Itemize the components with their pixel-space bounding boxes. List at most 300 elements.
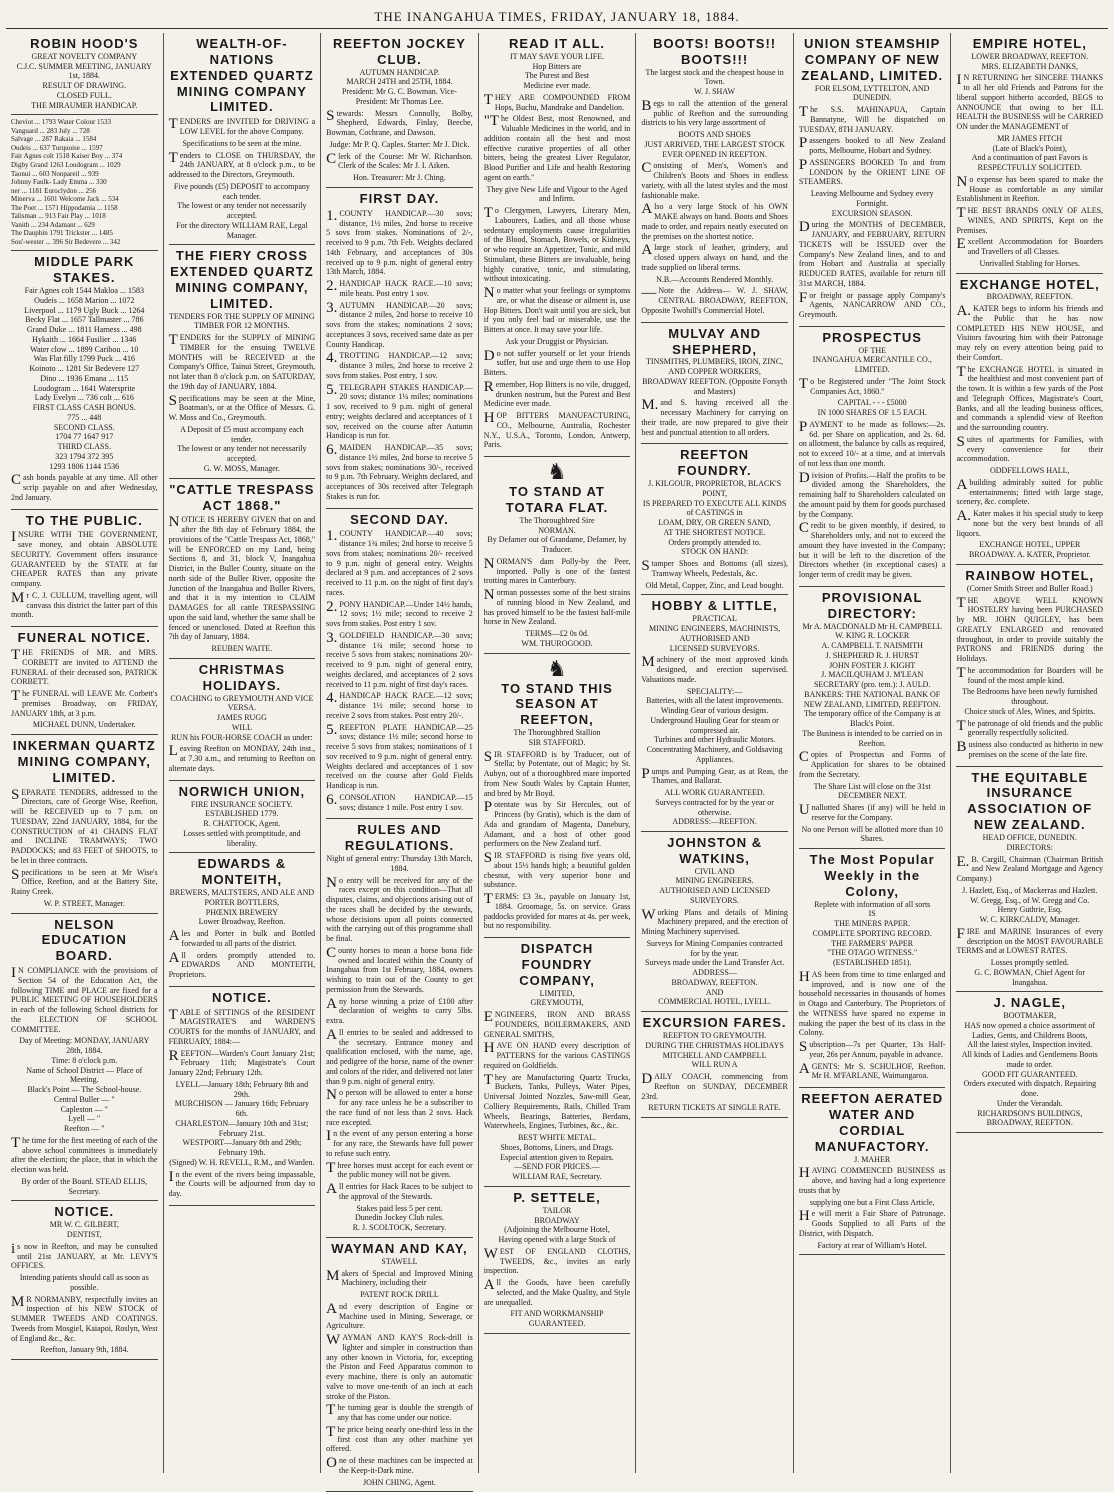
ad-line: A.Kater makes it his special study to keep none but the very best brands of all liquors. xyxy=(956,508,1104,538)
ad-line: JAMES RUGG xyxy=(216,713,267,723)
ad-line: President: Mr G. C. Bowman. Vice-President: Mr Thomas Lee. xyxy=(341,87,457,106)
ad-line: RETURN TICKETS AT SINGLE RATE. xyxy=(648,1103,781,1113)
ad-line: CHARLESTON—January 10th and 31st; February 21st. xyxy=(175,1118,309,1138)
ad-line: AGENTS: Mr S. SCHULHOF, Reefton. Mr H. M'FARLANE, Waimangaroa. xyxy=(798,1060,946,1081)
ad-body xyxy=(326,854,473,1233)
advertisement xyxy=(11,1201,158,1360)
column-1 xyxy=(6,33,164,1473)
ad-line: Surveys made under the Land Transfer Act. xyxy=(644,958,785,968)
ad-line: They give New Life and Vigour to the Aged and Infirm. xyxy=(486,184,628,204)
ad-line: Hon. Treasurer: Mr J. Ching. xyxy=(353,173,446,183)
ad-line: Mr C. J. CULLUM, travelling agent, will canvass this district the latter part of this month. xyxy=(11,589,158,620)
ad-title: EXCURSION FARES. xyxy=(642,1015,787,1031)
ad-body xyxy=(799,1155,946,1251)
advertisement xyxy=(799,327,946,587)
ad-title: REEFTON AERATED WATER AND CORDIAL MANUFACTORY. xyxy=(801,1091,944,1154)
advertisement xyxy=(169,987,316,1206)
ad-line: THE FARMERS' PAPER xyxy=(831,938,914,948)
ad-title: RAINBOW HOTEL, xyxy=(965,567,1095,583)
ad-title: EMPIRE HOTEL, xyxy=(972,36,1087,51)
ad-line: HEAD OFFICE, DUNEDIN. xyxy=(982,833,1077,843)
ad-line: DAILY COACH, commencing from Reefton on SUNDAY, DECEMBER 23rd. xyxy=(641,1071,788,1101)
ad-line: LYELL—January 18th; February 8th and 29th. xyxy=(175,1079,309,1099)
ad-line: WILL RUN A xyxy=(691,1060,738,1070)
ad-line: THIRD CLASS. xyxy=(57,442,111,452)
ad-line: PATENT ROCK DRILL xyxy=(360,1290,439,1300)
ad-line: THE ABOVE WELL KNOWN HOSTELRY having been PURCHASED by MR. JOHN QUIGLEY, has been GREATLY ENLARGED and renovated throughout, in order to provide suitably the PATRONS and FRIENDS during the Holidays. xyxy=(956,594,1104,664)
ad-body xyxy=(799,622,946,845)
ad-line: Tenders to CLOSE on THURSDAY, the 24th JANUARY, at 8 o'clock p.m., to be addressed to the Directors, Greymouth. xyxy=(168,149,316,180)
advertisement xyxy=(641,444,788,595)
ad-body xyxy=(169,888,316,980)
ad-line: Salvage ... 287 Rakaia ... 1584 xyxy=(11,135,97,144)
ad-body xyxy=(956,584,1103,760)
ad-line: DURING THE CHRISTMAS HOLIDAYS xyxy=(645,1040,784,1050)
ad-line: OF THE xyxy=(858,345,886,355)
ad-line: AND xyxy=(705,987,724,997)
ad-title: P. SETTELE, xyxy=(513,1189,601,1205)
ad-line: 2.PONY HANDICAP.—Under 14½ hands, 12 sovs; 1½ mile; second to receive 2 sovs from stakes. Post entry 1 sov. xyxy=(326,598,473,629)
ad-title: PROSPECTUS xyxy=(822,329,922,345)
ad-body xyxy=(484,989,631,1182)
ad-line: AUTHORISED AND LICENSED SURVEYORS. xyxy=(659,886,770,905)
ad-body xyxy=(11,286,158,503)
ad-title: THE EQUITABLE INSURANCE ASSOCIATION OF NEW ZEALAND. xyxy=(967,769,1093,833)
ad-line: Medicine ever made. xyxy=(523,81,591,91)
ad-line: Any horse winning a prize of £100 after declaration of weights to carry 5lbs. extra. xyxy=(326,995,473,1026)
ad-line: —SEND FOR PRICES.— xyxy=(514,1162,600,1172)
ad-line: Unallotted Shares (if any) will be held in reserve for the Company. xyxy=(798,802,946,822)
ad-body xyxy=(11,1220,158,1355)
ad-line: AT THE SHORTEST NOTICE. xyxy=(663,527,766,537)
advertisement xyxy=(11,510,158,628)
ad-line: MITCHELL AND CAMPBELL xyxy=(662,1050,767,1060)
ad-line: IN RETURNING her SINCERE THANKS to all her old Friends and Patrons for the liberal support hitherto accorded, BEGS to ANNOUNCE that owing to her ILL HEALTH the BUSINESS will be CARRIED ON under the MANAGEMENT of xyxy=(956,72,1104,132)
ad-line: Specifications to be seen at the mine. xyxy=(182,138,302,148)
ad-line: Capleston — " xyxy=(60,1104,108,1114)
ad-line: M.and S. having received all the necessary Machinery for carrying on their trade, are now prepared to give their best and punctual attention to all orders. xyxy=(641,397,788,437)
ad-line: BOOTMAKER, xyxy=(1003,1011,1057,1021)
ad-title: JOHNSTON & WATKINS, xyxy=(667,835,763,866)
column-6 xyxy=(794,33,952,1473)
ad-line: 1704 77 1647 917 xyxy=(55,432,114,442)
advertisement xyxy=(11,627,158,735)
ad-title: DISPATCH FOUNDRY COMPANY, xyxy=(519,941,595,988)
ad-title: EDWARDS & MONTEITH, xyxy=(197,856,287,888)
ad-line: By order of the Board. STEAD ELLIS, Secretary. xyxy=(21,1176,148,1196)
ad-line: AUTUMN HANDICAP. xyxy=(359,67,440,77)
ad-line: Concentrating Machinery, and Goldsaving Appliances. xyxy=(646,745,783,764)
ad-line: No person will be allowed to enter a horse for any race unless he be a subscriber to the race fund of not less than 2 sovs. Hack race excepted. xyxy=(326,1087,473,1127)
ad-line: A.KATER begs to inform his friends and the Public that he has now COMPLETED HIS NEW HOUSE, and Visitors favouring him with their Patronage may rely on every attention being paid to their Comfort. xyxy=(956,303,1104,362)
ad-line: Becky Flat ... 1657 Tallmaster ... 786 xyxy=(25,315,144,325)
ad-line: Lower Broadway, Reefton. xyxy=(198,917,286,927)
ad-line: ADDRESS:—REEFTON. xyxy=(672,817,757,827)
ad-line: is now in Reefton, and may be consulted until 21st JANUARY, at Mr. LEVY'S OFFICES. xyxy=(11,1240,158,1271)
ad-line: LOAM, DRY, OR GREEN SAND, xyxy=(658,518,771,528)
ad-line: Judge: Mr P. Q. Caples. Starter: Mr J. Dick. xyxy=(329,139,470,149)
ad-line: No entry will be received for any of the races except on this condition—That all disputes, claims, and objections arising out of the races shall be decided by the stewards, whose decisions upon all points connected with the carrying out of this programme shall be final. xyxy=(326,874,473,944)
masthead: THE INANGAHUA TIMES, FRIDAY, JANUARY 18, 1884. xyxy=(6,6,1108,29)
ad-line: Machinery of the most approved kinds designed, and erection supervised. Valuations made. xyxy=(641,654,788,684)
ad-line: SECOND CLASS. xyxy=(53,422,115,432)
ad-line: Fair Agnes colt 1544 Makloa ... 1583 xyxy=(24,286,144,296)
ad-line: No one Person will be allotted more than 10 Shares. xyxy=(801,824,943,844)
ad-line: Surveys contracted for by the year or otherwise. xyxy=(655,797,774,817)
ad-line: E.B. Cargill, Chairman (Chairman British and New Zealand Mortgage and Agency Company.) xyxy=(956,853,1104,884)
ad-line: CLOSED FULL. xyxy=(56,90,112,100)
ad-line: Credit to be given monthly, if desired, to Shareholders only, and not to exceed the amount they have invested in the Company; but it will be left to the discretion of the Directors whether (in exceptional cases) a longer term of credit may be given. xyxy=(798,520,946,580)
advertisement xyxy=(169,245,316,478)
ad-line: The largest stock and the cheapest house in Town. xyxy=(645,67,784,87)
ad-line: PASSENGERS BOOKED To and from LONDON by the ORIENT LINE OF STEAMERS. xyxy=(798,156,946,187)
ad-line: Replete with information of all sorts xyxy=(814,899,931,909)
ad-line: Henry Guthrie, Esq. xyxy=(997,905,1062,915)
ad-title: THE FIERY CROSS EXTENDED QUARTZ MINING COMPANY, LIMITED. xyxy=(170,248,314,311)
column-2 xyxy=(164,33,322,1473)
ad-line: (Signed) W. H. REVELL, R.M., and Warden. xyxy=(169,1157,315,1167)
ad-line: Makers of Special and Improved Mining Machinery, including their xyxy=(326,1267,473,1288)
ad-line: BANKERS: THE NATIONAL BANK OF NEW ZEALAND, LIMITED, REEFTON. xyxy=(803,689,941,709)
ad-line: Division of Profits.—Half the profits to be divided among the Shareholders, the remaining half to Shareholders calculated on the amount paid by them for goods purchased by the Company. xyxy=(798,469,946,519)
ad-body xyxy=(641,867,788,1008)
advertisement xyxy=(799,587,946,849)
ad-line: JOHN CHING, Agent. xyxy=(363,1477,436,1487)
ad-line: The Dauphin 1791 Trickster ... 1485 xyxy=(11,229,113,238)
ad-line: STOCK ON HAND: xyxy=(681,547,749,557)
ad-line: Reefton — " xyxy=(63,1124,105,1134)
ad-body xyxy=(956,833,1103,987)
ad-line: TENDERS are INVITED for DRIVING a LOW LEVEL for the above Company. xyxy=(168,116,316,137)
ad-body xyxy=(956,292,1103,560)
ad-line: FIRE INSURANCE SOCIETY. xyxy=(190,799,293,809)
columns xyxy=(6,33,1108,1487)
ad-line: Clerk of the Course: Mr W. Richardson. Clerk of the Scales: Mr J. I. Aiken. xyxy=(326,150,473,171)
ad-line: C.J.C. SUMMER MEETING, JANUARY 1st, 1884. xyxy=(16,61,152,81)
ad-line: J. KILGOUR, PROPRIETOR, BLACK'S POINT, xyxy=(648,479,782,498)
advertisement xyxy=(484,938,631,1187)
ad-title: CHRISTMAS HOLIDAYS. xyxy=(198,661,285,693)
ad-line: HAS been from time to time enlarged and improved, and is now one of the household necessaries in thousands of homes in Otago and Canterbury. The Proprietors of the WITNESS have spared no expense in making the paper the best of its class in the Colony. xyxy=(798,968,946,1038)
ad-line: Orders promptly attended to. xyxy=(668,537,761,547)
ad-line: All the latest styles, Inspection invited. xyxy=(967,1040,1093,1050)
ad-line: TENDERS for the SUPPLY of MINING TIMBER for the ensuing TWELVE MONTHS will be RECEIVED at the Company's Office, Tainui Street, Greymouth, not later than 8 o'clock p.m. on SATURDAY, the 19th day of JANUARY, 1884. xyxy=(168,332,316,391)
ad-line: LOWER BROADWAY, REEFTON. xyxy=(971,51,1089,61)
ad-line: Time: 8 o'clock p.m. xyxy=(51,1055,118,1065)
ad-line: Grand Duke ... 1811 Harness ... 498 xyxy=(26,325,142,335)
ad-body xyxy=(484,728,631,931)
ad-line: HAVING COMMENCED BUSINESS as above, and having had a long experience trusts that by xyxy=(798,1165,946,1195)
advertisement xyxy=(169,853,316,986)
ad-line: Working Plans and details of Mining Machinery prepared, and the erection of Mining Machinery supervised. xyxy=(641,906,788,937)
ad-line: The Purest and Best xyxy=(524,71,590,81)
ad-line: Cheviot ... 1793 Water Colour 1533 xyxy=(11,118,112,127)
ad-line: WILL xyxy=(231,722,252,732)
ad-line: Taonui ... 603 Nonpareil ... 939 xyxy=(11,169,99,178)
ad-body xyxy=(169,694,316,774)
ad-line: To be Registered under "The Joint Stock Companies Act, 1860." xyxy=(798,375,946,396)
ad-line: WAYMAN AND KAY'S Rock-drill is lighter and simpler in construction than any other known in Victoria, for, excepting the Piston and Feed Apparatus common to every machine, there is only an automatic valve to move one-tenth of an inch at each stroke of the Piston. xyxy=(326,1332,473,1401)
ad-line: Liverpool ... 1179 Ugly Buck ... 1264 xyxy=(24,305,145,315)
ad-body xyxy=(11,118,158,246)
ad-line: A. CAMPBELL T. NAISMITH xyxy=(821,641,923,651)
ad-body xyxy=(11,52,158,111)
ad-line: 3.GOLDFIELD HANDICAP.—30 sovs; distance 1¾ mile; second horse to receive 5 sovs from stakes; nominations 20/- received to 9 p.m. night of general entry, weights declared, and acceptances of 2 sovs received to 11 p.m. night of first day's races. xyxy=(326,629,473,689)
ad-line: STAWELL xyxy=(381,1256,418,1266)
ad-line: (ESTABLISHED 1851). xyxy=(832,958,912,968)
ad-line: Oudeis ... 637 Turquoise ... 1597 xyxy=(11,143,103,152)
ad-line: IT MAY SAVE YOUR LIFE. xyxy=(509,51,605,61)
ad-line: LIMITED, xyxy=(539,988,575,998)
ad-line: BOOTS AND SHOES xyxy=(678,130,751,140)
ad-line: PRACTICAL xyxy=(692,614,737,624)
ad-title: TO THE PUBLIC. xyxy=(25,512,143,528)
ad-line: Consisting of Men's, Women's and Children's Boots and Shoes in endless variety, with all the latest styles and the most fashionable make. xyxy=(641,160,788,200)
ad-line: 6.CONSOLATION HANDICAP.—15 sovs; distance 1 mile. Post entry 1 sov. xyxy=(326,791,473,812)
ad-line: MR JAMES FITCH xyxy=(997,133,1063,143)
ad-line: Do not suffer yourself or let your friends suffer, but use and urge them to use Hop Bitters. xyxy=(483,347,631,378)
ad-line: For freight or passage apply Company's Agents, NANCARROW AND CO., Greymouth. xyxy=(798,289,946,320)
ad-body xyxy=(11,648,158,730)
advertisement xyxy=(169,479,316,659)
ad-body xyxy=(799,84,946,320)
advertisement xyxy=(11,115,158,251)
ad-line: 6.MAIDEN HANDICAP.—35 sovs; distance 1½ miles, 2nd horse to receive 5 sovs from stakes; nominations 30/-, received to 9 p.m. 7th February. Weights declared, and acceptances of 30s received after Telegraph Stakes is run for. xyxy=(326,442,473,501)
advertisement xyxy=(326,819,473,1237)
ad-line: MR NORMANBY, respectfully invites an inspection of his NEW STOCK of SUMMER TWEEDS AND COATINGS. Tweeds from Mosgiel, Kaiapoi, Roslyn, West of England &c., &c. xyxy=(11,1293,158,1343)
ad-line: MINING ENGINEERS, MACHINISTS, AUTHORISED AND xyxy=(649,624,781,643)
advertisement xyxy=(169,781,316,854)
ad-title: TO STAND AT TOTARA FLAT. xyxy=(505,484,609,515)
ad-line: BEST WHITE METAL. xyxy=(518,1133,596,1143)
ad-line: The time for the first meeting of each of the above school committees is immediately after the election; the place, that in which the election was held. xyxy=(11,1134,158,1175)
ad-line: TINSMITHS, PLUMBERS, IRON, ZINC, AND COPPER WORKERS, xyxy=(646,357,784,377)
ad-line: Also a very large Stock of his OWN MAKE always on hand. Boots and Shoes made to order, and repairs neatly executed on the premises on the shortest notice. xyxy=(641,201,788,241)
ad-line: Winding Gear of various designs. xyxy=(660,706,769,716)
ad-line: TENDERS FOR THE SUPPLY OF MINING TIMBER FOR 12 MONTHS. xyxy=(169,311,315,331)
ad-body xyxy=(641,357,788,437)
ad-line: WESTPORT—January 8th and 29th; February 19th. xyxy=(182,1138,302,1158)
ad-line: Was Flat filly 1799 Puck ... 416 xyxy=(33,354,135,364)
ad-line: The lowest or any tender not necessarily accepted. xyxy=(177,444,307,464)
ad-line: TERMS: £3 3s., payable on January 1st, 1884. Groomage, 5s. on service. Grass paddocks provided for mares at 4s. per week, but no responsibility. xyxy=(483,891,631,931)
ad-line: RICHARDSON'S BUILDINGS, BROADWAY, REEFTON. xyxy=(977,1108,1083,1128)
ad-line: MICHAEL DUNN, Undertaker. xyxy=(32,720,136,730)
ad-line: No matter what your feelings or symptoms are, or what the disease or ailment is, use Hop Bitters. Don't wait until you are sick, but if you only feel bad or miserable, use the Bitters at once. It may save your life. xyxy=(483,285,631,335)
ad-line: Five pounds (£5) DEPOSIT to accompany each tender. xyxy=(173,181,310,201)
ad-body xyxy=(641,1031,788,1113)
ad-line: Ask your Druggist or Physician. xyxy=(505,336,609,346)
ad-title: MIDDLE PARK STAKES. xyxy=(34,254,135,286)
ad-line: Talisman ... 913 Fair Play ... 1018 xyxy=(11,212,106,221)
ad-line: The patronage of old friends and the public generally respectfully solicited. xyxy=(956,717,1104,738)
ad-line: Begs to call the attention of the general public of Reefton and the surrounding districts to his very large assortment of xyxy=(641,97,788,128)
ad-line: To Clergymen, Lawyers, Literary Men, Labourers, Ladies, and all those whose sedentary employments cause irregularities of the Blood, Stomach, Bowels, or Kidneys, or who require an Appetizer, Tonic, and mild Stimulant, these Bitters are invaluable, being highly curative, tonic, and stimulating, without intoxicating. xyxy=(483,205,631,284)
ad-line: Reefton, January 9th, 1884. xyxy=(40,1345,129,1355)
ad-body xyxy=(641,614,788,827)
ad-line: For the directory WILLIAM RAE, Legal Manager. xyxy=(176,220,308,240)
ad-line: Leaving Melbourne and Sydney every Fortnight. xyxy=(810,189,934,208)
advertisement xyxy=(484,33,631,457)
ad-line: The FUNERAL will LEAVE Mr. Corbett's premises Broadway, on FRIDAY, JANUARY 18th, at 3 p.m. xyxy=(11,688,158,718)
ad-line: In the event of the rivers being impassable, the Courts will be adjourned from day to day. xyxy=(168,1168,316,1199)
ad-line: W. J. SHAW xyxy=(694,87,736,97)
ad-line: Stakes paid less 5 per cent. xyxy=(356,1203,443,1213)
ad-line: supplying one but a First Class Article, xyxy=(809,1197,935,1207)
ad-body xyxy=(169,1008,316,1199)
ad-line: Potentate was by Sir Hercules, out of Princess (by Gratis), which is the dam of Ada and grandam of Magenta, Danebury, Adamant, and a host of other good performers on the New Zealand turf. xyxy=(483,799,631,849)
ad-line: G. C. BOWMAN, Chief Agent for Inangahua. xyxy=(974,967,1086,987)
column-7 xyxy=(951,33,1108,1473)
advertisement xyxy=(641,323,788,445)
ad-line: —Note the Address— W. J. SHAW, CENTRAL BROADWAY, REEFTON, Opposite Twohill's Commercial Hotel. xyxy=(641,285,788,315)
ad-line: Minerva ... 1601 Welcome Jack ... 534 xyxy=(11,195,119,204)
ad-line: RESULT OF DRAWING. xyxy=(42,81,127,91)
ad-line: All the Goods, have been carefully selected, and the Make Quality, and Style are unequalled. xyxy=(483,1277,631,1307)
ad-line: REEFTON—Warden's Court January 21st; February 11th; Magistrate's Court January 22nd; February 12th. xyxy=(168,1047,316,1078)
ad-line: 1.COUNTY HANDICAP.—40 sovs; distance 1¾ miles; 2nd horse to receive 5 sovs from stakes; nominations 20/- received to 9 p.m. night of general entry. Weights declared at 9 p.m. and acceptances of 2 sovs received to 11 p.m. on the night of first day's races. xyxy=(326,528,473,597)
ad-line: IS xyxy=(868,909,876,919)
ad-line: CAPITAL - - - £5000 xyxy=(837,398,907,408)
ad-line: LIMITED. xyxy=(854,365,890,375)
ad-line: HOP BITTERS MANUFACTURING, CO., Melbourne, Australia, Rochester N.Y., U.S.A., Toronto, London, Antwerp, Paris. xyxy=(483,410,631,450)
ad-line: Under the Verandah. xyxy=(996,1098,1063,1108)
ad-line: GOOD FIT GUARANTEED. xyxy=(981,1069,1078,1079)
ad-body xyxy=(641,68,788,316)
ad-title: PROVISIONAL DIRECTORY: xyxy=(821,589,923,621)
advertisement xyxy=(169,659,316,781)
ad-title: REEFTON FOUNDRY. xyxy=(677,447,752,479)
ad-line: THE BEST BRANDS ONLY OF ALES, WINES, AND SPIRITS, Kept on the Premises. xyxy=(956,205,1104,235)
ad-line: All entries for Hack Races to be subject to the approval of the Stewards. xyxy=(326,1181,473,1201)
ad-line: SEPARATE TENDERS, addressed to the Directors, care of George Wise, Reefton, will be RECEIVED up to 7 p.m. on TUESDAY, 22nd JANUARY, 1884, for the CONSTRUCTION of 41 CHAINS FLAT and INCLINE TRAMWAYS; TWO PADDOCKS; and 83 FEET of SHOOTS, to be let in three contracts. xyxy=(11,786,158,865)
ad-line: The Thoroughbred Stallion xyxy=(513,728,601,738)
ad-line: TABLE of SITTINGS of the RESIDENT MAGISTRATE'S and WARDEN'S COURTS for the months of JANUARY, and FEBRUARY, 1884:— xyxy=(168,1006,316,1046)
ad-line: HAVE ON HAND every description of PATTERNS for the various CASTINGS required on Goldfields. xyxy=(483,1040,631,1070)
advertisement xyxy=(326,188,473,509)
ad-line: The Bedrooms have been newly furnished throughout. xyxy=(962,687,1098,707)
ad-line: WEST OF ENGLAND CLOTHS, TWEEDS, &c., invites an early inspection. xyxy=(483,1245,631,1276)
ad-title: FIRST DAY. xyxy=(359,190,440,206)
ad-line: MARCH 24TH and 25TH, 1884. xyxy=(346,77,453,87)
advertisement xyxy=(799,849,946,1088)
ad-line: W. P. STREET, Manager. xyxy=(43,898,125,908)
ad-line: Choice stock of Ales, Wines, and Spirits. xyxy=(964,706,1096,716)
ad-line: Old Metal, Copper, Zinc, and Lead bought. xyxy=(645,580,784,590)
ad-line: Lyell — " xyxy=(68,1114,101,1124)
advertisement xyxy=(11,914,158,1202)
ad-line: WM. THUROGOOD. xyxy=(521,638,593,648)
ad-line: No expense has been spared to make the House as comfortable as any similar Establishment in Reefton. xyxy=(956,173,1104,204)
ad-line: Losses promptly settled. xyxy=(990,958,1069,968)
ad-line: SIR STAFFORD is rising five years old, about 15½ hands high; a beautiful golden chesnut, with very superior bone and substance. xyxy=(483,850,631,890)
ad-line: JUST ARRIVED, THE LARGEST STOCK EVER OPENED IN REEFTON. xyxy=(644,139,785,159)
ad-line: The accommodation for Boarders will be found of the most ample kind. xyxy=(956,664,1104,685)
column-4 xyxy=(479,33,637,1473)
ad-line: J. SHEPHERD R. J. HURST xyxy=(825,650,919,660)
ad-body xyxy=(11,530,158,620)
ad-line: Dunedin Jockey Club rules. xyxy=(355,1213,444,1223)
ad-line: Copies of Prospectus and Forms of Application for shares to be obtained from the Secretary. xyxy=(798,749,946,779)
ad-line: And every description of Engine or Machine used in Mining, Sewerage, or Agriculture. xyxy=(326,1300,473,1331)
ad-line: Suites of apartments for Families, with every convenience for their accommodation. xyxy=(956,433,1104,464)
ad-line: Water clow ... 1899 Caribou ... 10 xyxy=(30,344,139,354)
ad-title: SECOND DAY. xyxy=(350,511,449,527)
ad-line: Losses settled with promptitude, and liberality. xyxy=(183,828,301,848)
ad-line: Koinoto ... 1281 Sir Bedevere 127 xyxy=(29,364,140,374)
ad-line: PHŒNIX BREWERY xyxy=(205,907,278,917)
ad-line: Abuilding admirably suited for public entertainments; fitted with large stage, scenery, &c. complete. xyxy=(956,476,1104,507)
advertisement xyxy=(956,992,1103,1133)
ad-line: Specifications to be seen at Mr Wise's Office, Reefton, and at the Battery Site, Rainy Creek. xyxy=(11,866,158,897)
ad-line: BROADWAY, REEFTON. xyxy=(671,977,758,987)
ad-line: Stamper Shoes and Bottoms (all sizes), Tramway Wheels, Pedestals, &c. xyxy=(641,558,788,578)
ad-line: (Late of Black's Point), xyxy=(992,143,1067,153)
ad-line: 5.TELEGRAPH STAKES HANDICAP.—20 sovs; distance 1¼ miles; nominations 1 sov, received to 9 p.m. night of general entry; weights declared and acceptances of 1 sov, received on the course after Autumn Handicap is run for. xyxy=(326,381,473,441)
ad-body xyxy=(799,900,946,1082)
ad-line: Oudeis ... 1658 Marion ... 1072 xyxy=(34,295,135,305)
ad-line: W. Gregg, Esq., of W. Gregg and Co. xyxy=(970,895,1090,905)
ad-line: Loudogram ... 1641 Watersprite xyxy=(33,383,136,393)
ad-title: RULES AND REGULATIONS. xyxy=(344,822,455,854)
ad-line: The S.S. MAHINAPUA, Captain Bannatyne, Will be dispatched on TUESDAY, 8TH JANUARY. xyxy=(798,104,946,134)
ad-body xyxy=(11,966,158,1196)
ad-title: NORWICH UNION, xyxy=(178,783,306,799)
ad-line: THE MINERS PAPER. xyxy=(834,919,911,929)
ad-line: Batteries, with all the latest improvements. xyxy=(646,696,784,706)
ad-body xyxy=(326,209,473,502)
ad-line: The Business is intended to be carried on in Reefton. xyxy=(802,728,943,748)
ad-line: 3.AUTUMN HANDICAP.—20 sovs; distance 2 miles, 2nd horse to receive 10 sovs from the stakes; nominations 2 sovs; acceptances 3 sovs, received same date as per County Handicap. xyxy=(326,299,473,349)
ad-line: ADDRESS— xyxy=(692,968,737,978)
horse-icon: ♞ xyxy=(547,655,567,681)
advertisement xyxy=(484,1187,631,1334)
ad-line: ESTABLISHED 1779. xyxy=(205,809,279,819)
ad-line: ALL WORK GUARANTEED. xyxy=(664,788,765,798)
ad-line: BROADWAY REEFTON. (Opposite Forsyth and Masters) xyxy=(642,376,788,396)
ad-line: In the event of any person entering a horse for any race, the Stewards have full power to refuse such entry. xyxy=(326,1128,473,1158)
ad-line: Johnny Faulk- Lady Emma ... 330 xyxy=(11,178,107,187)
ad-line: Vanith ... 234 Adamant ... 629 xyxy=(11,220,95,229)
ad-body xyxy=(326,529,473,812)
advertisement xyxy=(11,735,158,914)
ad-line: Black's Point — The School-house. xyxy=(27,1085,142,1095)
ad-title: READ IT ALL. xyxy=(509,36,606,51)
ad-body xyxy=(11,788,158,909)
ad-line: W. C. KIRKCALDY, Manager. xyxy=(979,915,1080,925)
ad-line: The price being nearly one-third less in the first cost than any other machine yet offered. xyxy=(326,1423,473,1454)
ad-line: 4.TROTTING HANDICAP.—12 sovs; distance 3 miles, 2nd horse to receive 2 sovs from stakes. Post entry, 1 sov. xyxy=(326,350,473,380)
ad-line: EXCURSION SEASON. xyxy=(831,208,913,218)
ad-body xyxy=(484,52,631,450)
ad-line: R. CHATTOCK, Agent. xyxy=(203,819,281,829)
ad-line: (Corner Smith Street and Buller Road.) xyxy=(966,583,1093,593)
ad-line: By Defamer out of Grandame, Defamer, by Traducer. xyxy=(487,535,627,555)
ad-line: NORMAN'S dam Polly-by the Peer, imported. Polly is one of the fastest trotting mares in Canterbury. xyxy=(483,555,631,586)
ad-body xyxy=(641,479,788,590)
ad-line: 775 ... 448 xyxy=(67,412,102,422)
advertisement xyxy=(956,565,1103,767)
advertisement xyxy=(641,1012,788,1118)
ad-line: GREYMOUTH, xyxy=(530,998,584,1008)
ad-line: 1.COUNTY HANDICAP.—30 sovs; distance, 1½ miles, 2nd horse to receive 5 sovs from stakes. Nominations of 2/-, received to 9 p.m. 7th Feb. Weights declared 14th February, and acceptances of 30s received up to 9 p.m. night of general entry 13th March, 1884. xyxy=(326,207,473,277)
ad-line: One of these machines can be inspected at the Keep-it-Dark mine. xyxy=(326,1455,473,1475)
ad-title: WEALTH-OF-NATIONS EXTENDED QUARTZ MINING COMPANY LIMITED. xyxy=(170,36,314,115)
ad-line: NORMAN. xyxy=(538,525,576,535)
ad-line: Underground Hauling Gear for steam or compressed air. xyxy=(650,715,779,735)
ad-title: REEFTON JOCKEY CLUB. xyxy=(332,36,466,67)
ad-line: JOHN FOSTER J. KIGHT xyxy=(829,660,916,670)
